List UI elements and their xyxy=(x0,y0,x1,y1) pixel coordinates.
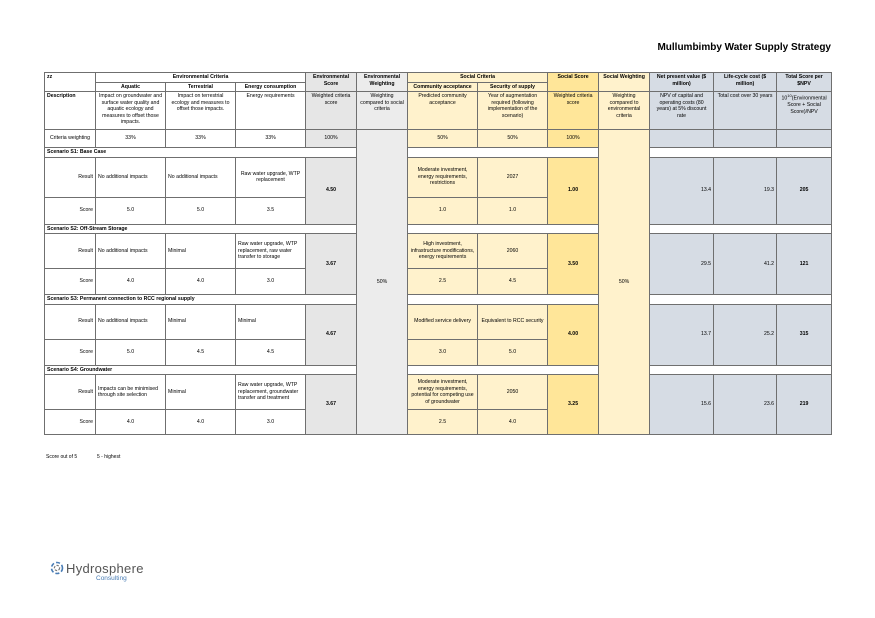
score-terrestrial: 4.0 xyxy=(166,410,236,435)
description-total: $10^{10}(Environmental$ Score + Social Score)/NPV xyxy=(777,92,832,130)
env-score-header: Environmental Score xyxy=(306,73,357,92)
score-community: 2.5 xyxy=(408,410,478,435)
score-label: Score xyxy=(45,410,96,435)
result-security: 2050 xyxy=(478,375,548,410)
lcc-value: 25.2 xyxy=(714,304,777,365)
npv-header: Net present value ($ million) xyxy=(650,73,714,92)
lcc-value: 23.6 xyxy=(714,375,777,435)
social-weighting-value: 50% xyxy=(599,130,650,435)
social-score: 3.50 xyxy=(548,234,599,295)
score-energy: 3.0 xyxy=(236,269,306,295)
description-social-score: Weighted criteria score xyxy=(548,92,599,130)
total-score: 219 xyxy=(777,375,832,435)
score-aquatic: 5.0 xyxy=(96,197,166,224)
description-aquatic: Impact on groundwater and surface water quality and aquatic ecology and measures to offset those impacts. xyxy=(96,92,166,130)
lcc-header: Life-cycle cost ($ million) xyxy=(714,73,777,92)
score-security: 4.0 xyxy=(478,410,548,435)
weighting-community: 50% xyxy=(408,130,478,148)
total-header: Total Score per $NPV xyxy=(777,73,832,92)
description-community: Predicted community acceptance xyxy=(408,92,478,130)
score-community: 2.5 xyxy=(408,269,478,295)
description-lcc: Total cost over 30 years xyxy=(714,92,777,130)
score-community: 3.0 xyxy=(408,339,478,365)
env-score: 4.50 xyxy=(306,157,357,224)
result-aquatic: No additional impacts xyxy=(96,157,166,197)
description-energy: Energy requirements xyxy=(236,92,306,130)
result-security: 2060 xyxy=(478,234,548,269)
corner-cell: zz xyxy=(45,73,96,92)
description-security: Year of augmentation required (following implementation of the scenario) xyxy=(478,92,548,130)
logo-name: Hydrosphere xyxy=(66,560,144,576)
result-aquatic: Impacts can be minimised through site selection xyxy=(96,375,166,410)
description-env-weighting: Weighting compared to social criteria xyxy=(357,92,408,130)
table-footnote xyxy=(46,454,120,460)
terrestrial-header: Terrestrial xyxy=(166,82,236,92)
social-weighting-header: Social Weighting xyxy=(599,73,650,92)
result-aquatic: No additional impacts xyxy=(96,234,166,269)
score-label: Score xyxy=(45,197,96,224)
score-label: Score xyxy=(45,269,96,295)
total-score: 315 xyxy=(777,304,832,365)
result-security: Equivalent to RCC security xyxy=(478,304,548,339)
score-label: Score xyxy=(45,339,96,365)
hydrosphere-logo xyxy=(50,561,144,575)
result-security: 2027 xyxy=(478,157,548,197)
score-community: 1.0 xyxy=(408,197,478,224)
social-score: 3.25 xyxy=(548,375,599,435)
result-terrestrial: No additional impacts xyxy=(166,157,236,197)
description-label: Description xyxy=(45,92,96,130)
description-npv: NPV of capital and operating costs (80 years) at 5% discount rate xyxy=(650,92,714,130)
result-terrestrial: Minimal xyxy=(166,304,236,339)
weighting-aquatic: 33% xyxy=(96,130,166,148)
mca-table xyxy=(44,72,832,435)
npv-value: 13.7 xyxy=(650,304,714,365)
score-scale-note: Score out of 5 xyxy=(46,454,78,460)
npv-value: 13.4 xyxy=(650,157,714,224)
score-security: 5.0 xyxy=(478,339,548,365)
weighting-social-score: 100% xyxy=(548,130,599,148)
weighting-security: 50% xyxy=(478,130,548,148)
lcc-value: 19.3 xyxy=(714,157,777,224)
result-aquatic: No additional impacts xyxy=(96,304,166,339)
score-energy: 3.0 xyxy=(236,410,306,435)
result-energy: Raw water upgrade, WTP replacement, raw water transfer to storage xyxy=(236,234,306,269)
scenario-title: Scenario S2: Off-Stream Storage xyxy=(45,224,357,234)
env-criteria-header: Environmental Criteria xyxy=(96,73,306,83)
env-score: 3.67 xyxy=(306,375,357,435)
env-weighting-value: 50% xyxy=(357,130,408,435)
description-env-score: Weighted criteria score xyxy=(306,92,357,130)
env-score: 4.67 xyxy=(306,304,357,365)
score-terrestrial: 4.5 xyxy=(166,339,236,365)
score-energy: 4.5 xyxy=(236,339,306,365)
result-community: Modified service delivery xyxy=(408,304,478,339)
result-label: Result xyxy=(45,234,96,269)
description-social-weighting: Weighting compared to environmental criteria xyxy=(599,92,650,130)
result-energy: Raw water upgrade, WTP replacement, groundwater transfer and treatment xyxy=(236,375,306,410)
security-header: Security of supply xyxy=(478,82,548,92)
community-header: Community acceptance xyxy=(408,82,478,92)
weighting-energy: 33% xyxy=(236,130,306,148)
score-aquatic: 4.0 xyxy=(96,269,166,295)
result-energy: Raw water upgrade, WTP replacement xyxy=(236,157,306,197)
score-terrestrial: 4.0 xyxy=(166,269,236,295)
scenario-title: Scenario S3: Permanent connection to RCC regional supply xyxy=(45,295,357,305)
score-aquatic: 4.0 xyxy=(96,410,166,435)
social-score-header: Social Score xyxy=(548,73,599,92)
scenario-title: Scenario S1: Base Case xyxy=(45,148,357,158)
social-criteria-header: Social Criteria xyxy=(408,73,548,83)
env-weighting-header: Environmental Weighting xyxy=(357,73,408,92)
weighting-env-score: 100% xyxy=(306,130,357,148)
score-energy: 3.5 xyxy=(236,197,306,224)
highest-note: 5 - highest xyxy=(97,454,121,460)
npv-value: 15.6 xyxy=(650,375,714,435)
energy-header: Energy consumption xyxy=(236,82,306,92)
score-security: 4.5 xyxy=(478,269,548,295)
description-terrestrial: Impact on terrestrial ecology and measures to offset those impacts. xyxy=(166,92,236,130)
result-label: Result xyxy=(45,375,96,410)
result-community: High investment, infrastructure modifications, energy requirements xyxy=(408,234,478,269)
weighting-terrestrial: 33% xyxy=(166,130,236,148)
aquatic-header: Aquatic xyxy=(96,82,166,92)
result-label: Result xyxy=(45,157,96,197)
score-security: 1.0 xyxy=(478,197,548,224)
social-score: 4.00 xyxy=(548,304,599,365)
document-title: Mullumbimby Water Supply Strategy xyxy=(657,42,831,53)
result-terrestrial: Minimal xyxy=(166,375,236,410)
weighting-label: Criteria weighting xyxy=(45,130,96,148)
social-score: 1.00 xyxy=(548,157,599,224)
result-terrestrial: Minimal xyxy=(166,234,236,269)
logo-subtitle: Consulting xyxy=(96,575,127,582)
score-terrestrial: 5.0 xyxy=(166,197,236,224)
result-label: Result xyxy=(45,304,96,339)
scenario-title: Scenario S4: Groundwater xyxy=(45,365,357,375)
result-community: Moderate investment, energy requirements, potential for competing use of groundwater xyxy=(408,375,478,410)
score-aquatic: 5.0 xyxy=(96,339,166,365)
env-score: 3.67 xyxy=(306,234,357,295)
npv-value: 29.5 xyxy=(650,234,714,295)
total-score: 121 xyxy=(777,234,832,295)
lcc-value: 41.2 xyxy=(714,234,777,295)
total-score: 205 xyxy=(777,157,832,224)
logo-swirl-icon xyxy=(50,561,64,575)
result-energy: Minimal xyxy=(236,304,306,339)
result-community: Moderate investment, energy requirements, restrictions xyxy=(408,157,478,197)
